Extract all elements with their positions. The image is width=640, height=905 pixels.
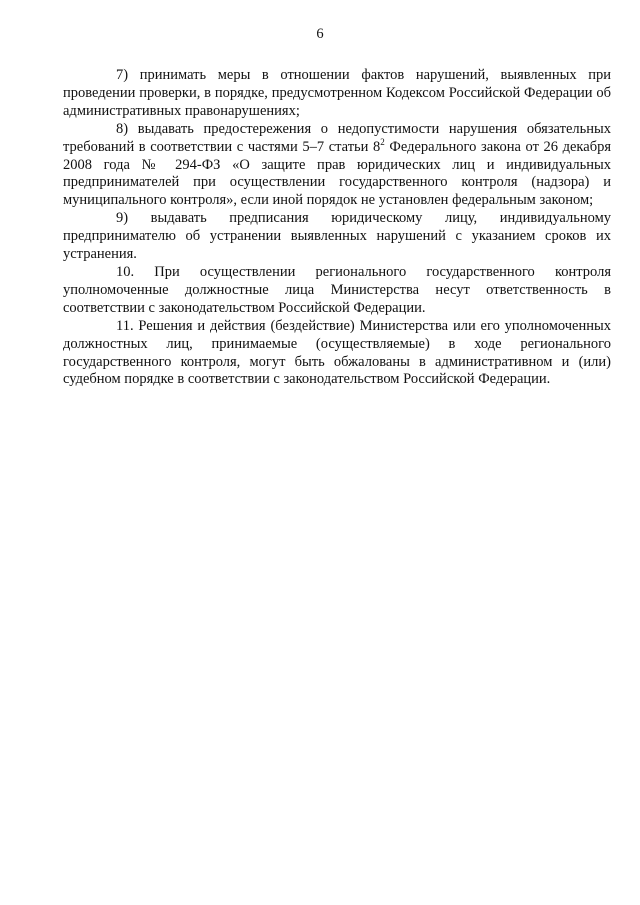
paragraph-item-8-text: 8) выдавать предостережения о недопустимости нарушения обязательных требований в соответствии с частями 5–7 статьи 8 [63,120,611,155]
document-body [63,67,611,389]
paragraph-item-8 [63,121,611,211]
paragraph-item-7: 7) принимать меры в отношении фактов нарушений, выявленных при проведении проверки, в порядке, предусмотренном Кодексом Российской Федерации об административных правонарушениях; [63,67,611,119]
paragraph-item-8-text-continued: Федерального закона от 26 декабря 2008 года № 294-ФЗ «О защите прав юридических лиц и индивидуальных предпринимателей при осуществлении государственного контроля (надзора) и муниципального контроля», если иной порядок не установлен федеральным законом; [63,138,611,209]
paragraph-clause-11: 11. Решения и действия (бездействие) Министерства или его уполномоченных должностных лиц, принимаемые (осуществляемые) в ходе регионального государственного контроля, могут быть обжалованы в административном и (или) судебном порядке в соответствии с законодательством Российской Федерации. [63,317,611,388]
paragraph-item-9: 9) выдавать предписания юридическому лицу, индивидуальному предпринимателю об устранении выявленных нарушений с указанием сроков их устранения. [63,210,611,263]
superscript-index: 2 [380,136,385,147]
page-number: 6 [316,26,324,42]
paragraph-clause-10: 10. При осуществлении регионального государственного контроля уполномоченные должностные лица Министерства несут ответственность в соответствии с законодательством Российской Федерации. [63,263,611,316]
